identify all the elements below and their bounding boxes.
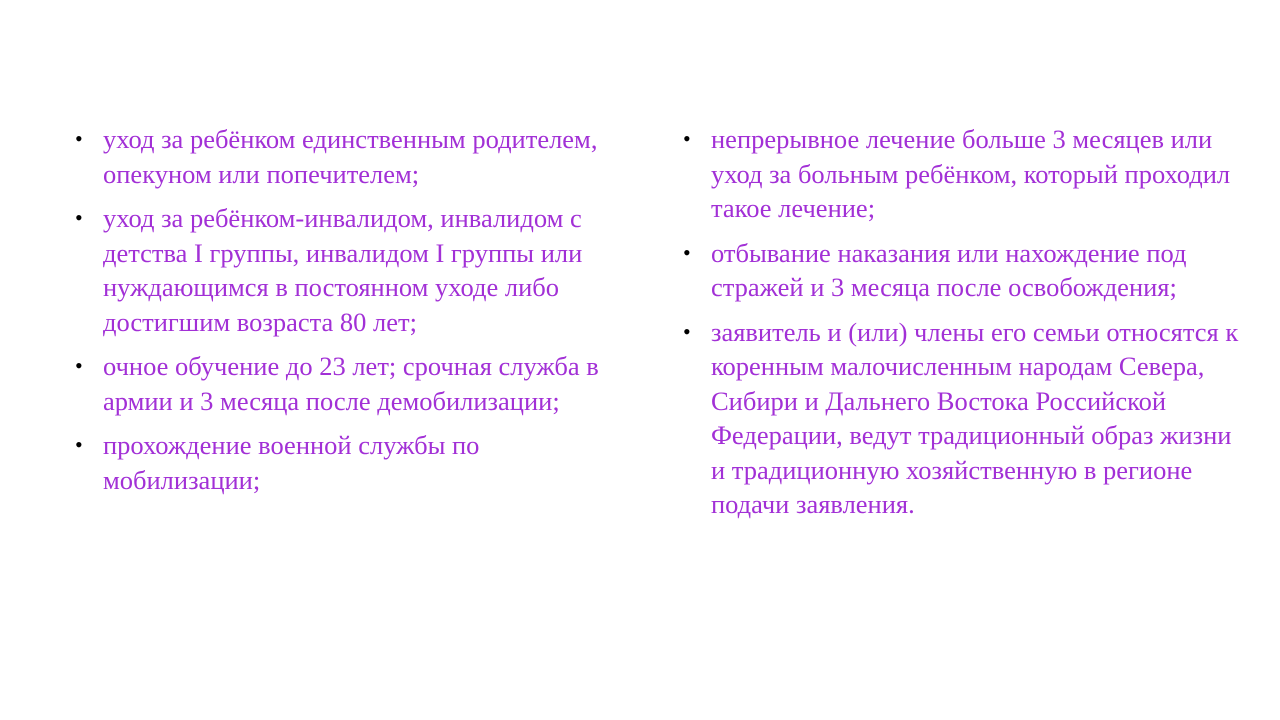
list-item-text: заявитель и (или) члены его семьи относятся к коренным малочисленным народам Севера, Сибири и Дальнего Востока Российской Федерации, ведут традиционный образ жизни и традиционную хозяйственную в регионе подачи заявления. xyxy=(711,316,1239,519)
right-column-list xyxy=(683,122,1243,532)
list-item xyxy=(75,428,635,497)
list-item xyxy=(683,315,1243,522)
list-item-text: непрерывное лечение больше 3 месяцев или уход за больным ребёнком, который проходил такое лечение; xyxy=(711,124,1231,223)
list-item-text: отбывание наказания или нахождение под стражей и 3 месяца после освобождения; xyxy=(711,237,1187,302)
list-item-text: прохождение военной службы по мобилизации; xyxy=(103,430,480,495)
bullet-icon: • xyxy=(75,353,83,378)
bullet-icon: • xyxy=(683,126,691,151)
list-item xyxy=(683,236,1243,305)
bullet-icon: • xyxy=(683,318,691,344)
left-column-list xyxy=(75,122,635,507)
list-item-text: уход за ребёнком-инвалидом, инвалидом с детства I группы, инвалидом I группы или нуждающимся в постоянном уходе либо достигшим возраста 80 лет; xyxy=(103,203,583,337)
list-item-text: уход за ребёнком единственным родителем, опекуном или попечителем; xyxy=(103,124,598,189)
bullet-icon: • xyxy=(683,239,691,265)
list-item xyxy=(75,122,635,191)
bullet-icon: • xyxy=(75,126,83,151)
bullet-icon: • xyxy=(75,205,83,230)
bullet-icon: • xyxy=(75,432,83,457)
list-item xyxy=(75,201,635,339)
list-item xyxy=(75,349,635,418)
list-item-text: очное обучение до 23 лет; срочная служба в армии и 3 месяца после демобилизации; xyxy=(103,351,599,416)
list-item xyxy=(683,122,1243,226)
